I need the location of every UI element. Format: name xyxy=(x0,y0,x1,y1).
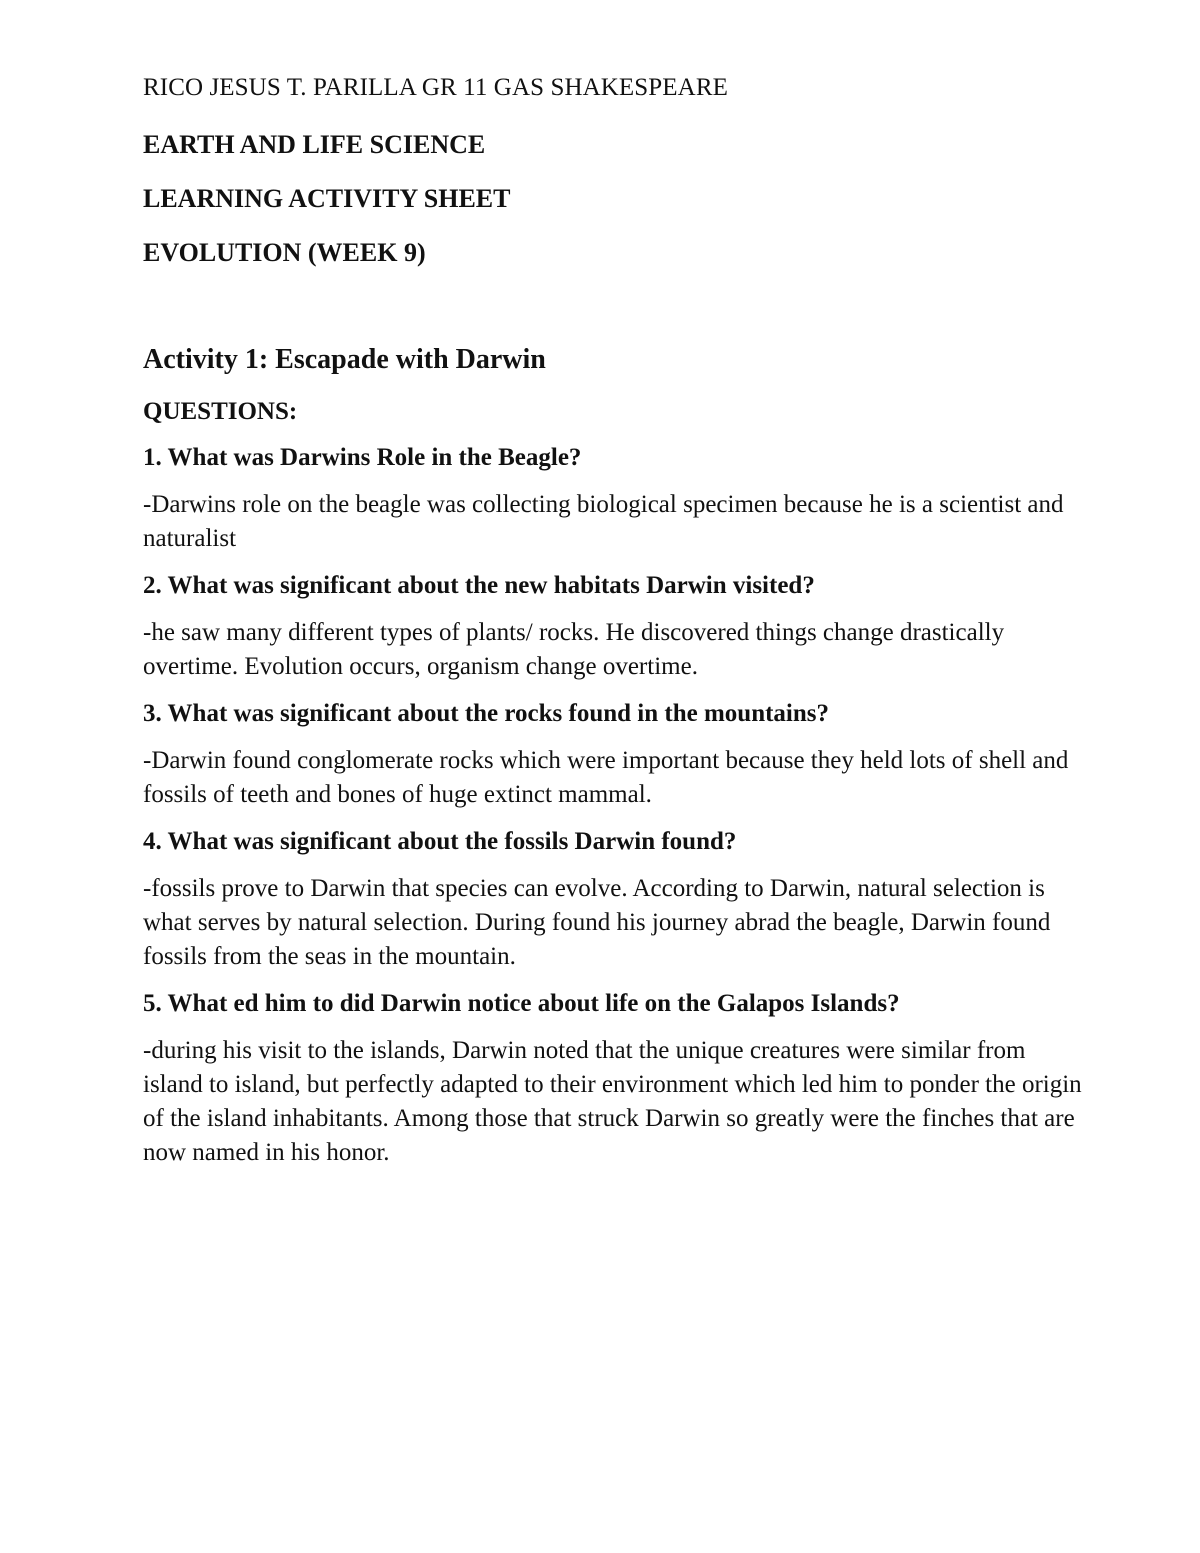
student-info-line: RICO JESUS T. PARILLA GR 11 GAS SHAKESPEARE xyxy=(143,74,728,101)
qa-item-1 xyxy=(143,442,1083,556)
title-block xyxy=(143,118,1083,280)
question-1: 1. What was Darwins Role in the Beagle? xyxy=(143,444,582,471)
qa-item-2 xyxy=(143,570,1083,684)
answer-1: -Darwins role on the beagle was collecting biological specimen because he is a scientist and naturalist xyxy=(143,491,1064,552)
activity-heading: Activity 1: Escapade with Darwin xyxy=(143,344,546,375)
answer-5: -during his visit to the islands, Darwin noted that the unique creatures were similar from island to island, but perfectly adapted to their environment which led him to ponder the origin of the island inhabitants. Among those that struck Darwin so greatly were the finches that are now named in his honor. xyxy=(143,1037,1082,1166)
sheet-title: LEARNING ACTIVITY SHEET xyxy=(143,184,511,213)
answer-3: -Darwin found conglomerate rocks which were important because they held lots of shell and fossils of teeth and bones of huge extinct mammal. xyxy=(143,747,1069,808)
qa-item-4 xyxy=(143,826,1083,974)
answer-4: -fossils prove to Darwin that species can evolve. According to Darwin, natural selection is what serves by natural selection. During found his journey abrad the beagle, Darwin found fossils from the seas in the mountain. xyxy=(143,875,1051,970)
document-content xyxy=(143,66,1083,1184)
qa-item-3 xyxy=(143,698,1083,812)
question-2: 2. What was significant about the new habitats Darwin visited? xyxy=(143,572,815,599)
topic-title: EVOLUTION (WEEK 9) xyxy=(143,238,426,267)
question-4: 4. What was significant about the fossils Darwin found? xyxy=(143,828,737,855)
question-5: 5. What ed him to did Darwin notice about life on the Galapos Islands? xyxy=(143,990,900,1017)
subject-title: EARTH AND LIFE SCIENCE xyxy=(143,130,486,159)
question-3: 3. What was significant about the rocks found in the mountains? xyxy=(143,700,830,727)
answer-2: -he saw many different types of plants/ rocks. He discovered things change drastically overtime. Evolution occurs, organism change overtime. xyxy=(143,619,1005,680)
questions-label: QUESTIONS: xyxy=(143,398,298,425)
qa-item-5 xyxy=(143,988,1083,1170)
